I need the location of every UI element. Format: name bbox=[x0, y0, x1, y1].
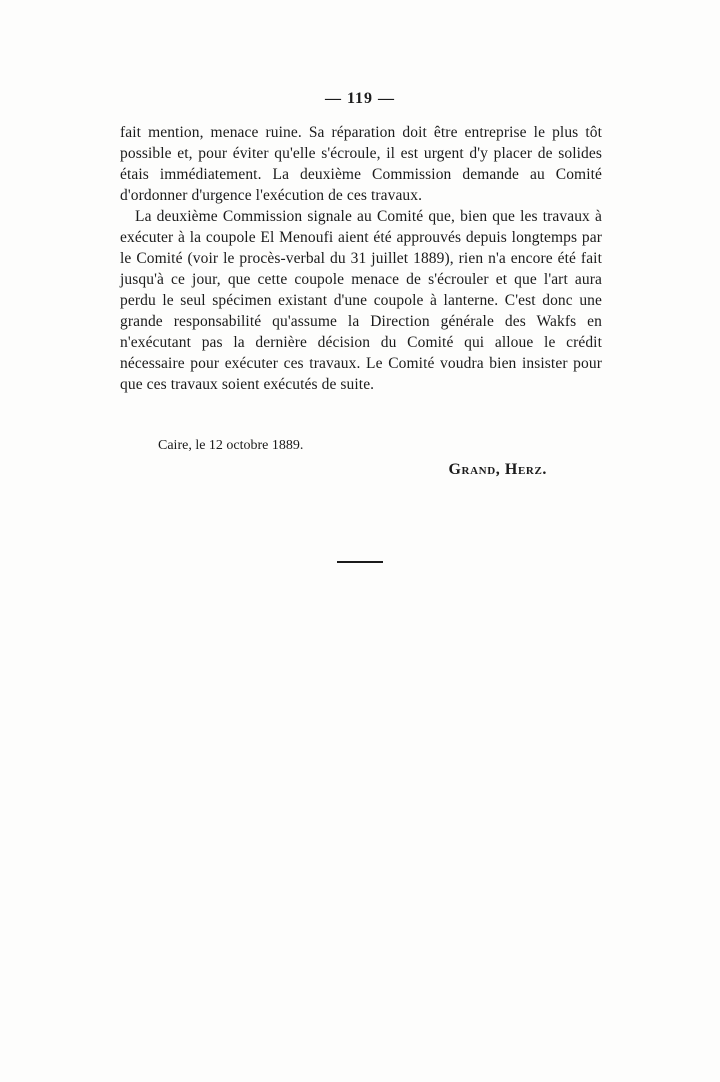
text-block bbox=[0, 122, 720, 479]
section-divider bbox=[337, 561, 383, 563]
paragraph-main: La deuxième Commission signale au Comité que, bien que les travaux à exécuter à la coupole El Menoufi aient été approuvés depuis longtemps par le Comité (voir le procès-verbal du 31 juillet 1889), rien n'a encore été fait jusqu'à ce jour, que cette coupole menace de s'écrouler et que l'art aura perdu le seul spécimen existant d'une coupole à lanterne. C'est donc une grande responsabilité qu'assume la Direction générale des Wakfs en n'exécutant pas la dernière décision du Comité qui alloue le crédit nécessaire pour exécuter ces travaux. Le Comité voudra bien insister pour que ces travaux soient exécutés de suite. bbox=[120, 208, 602, 393]
paragraph-continuation: fait mention, menace ruine. Sa réparation doit être entreprise le plus tôt possible et, pour éviter qu'elle s'écroule, il est urgent d'y placer de solides étais immédiatement. La deuxième Commission demande au Comité d'ordonner d'urgence l'exécution de ces travaux. bbox=[120, 124, 602, 204]
dateline: Caire, le 12 octobre 1889. bbox=[158, 438, 304, 453]
signature: Grand, Herz. bbox=[448, 461, 547, 478]
page-number: — 119 — bbox=[324, 90, 396, 107]
